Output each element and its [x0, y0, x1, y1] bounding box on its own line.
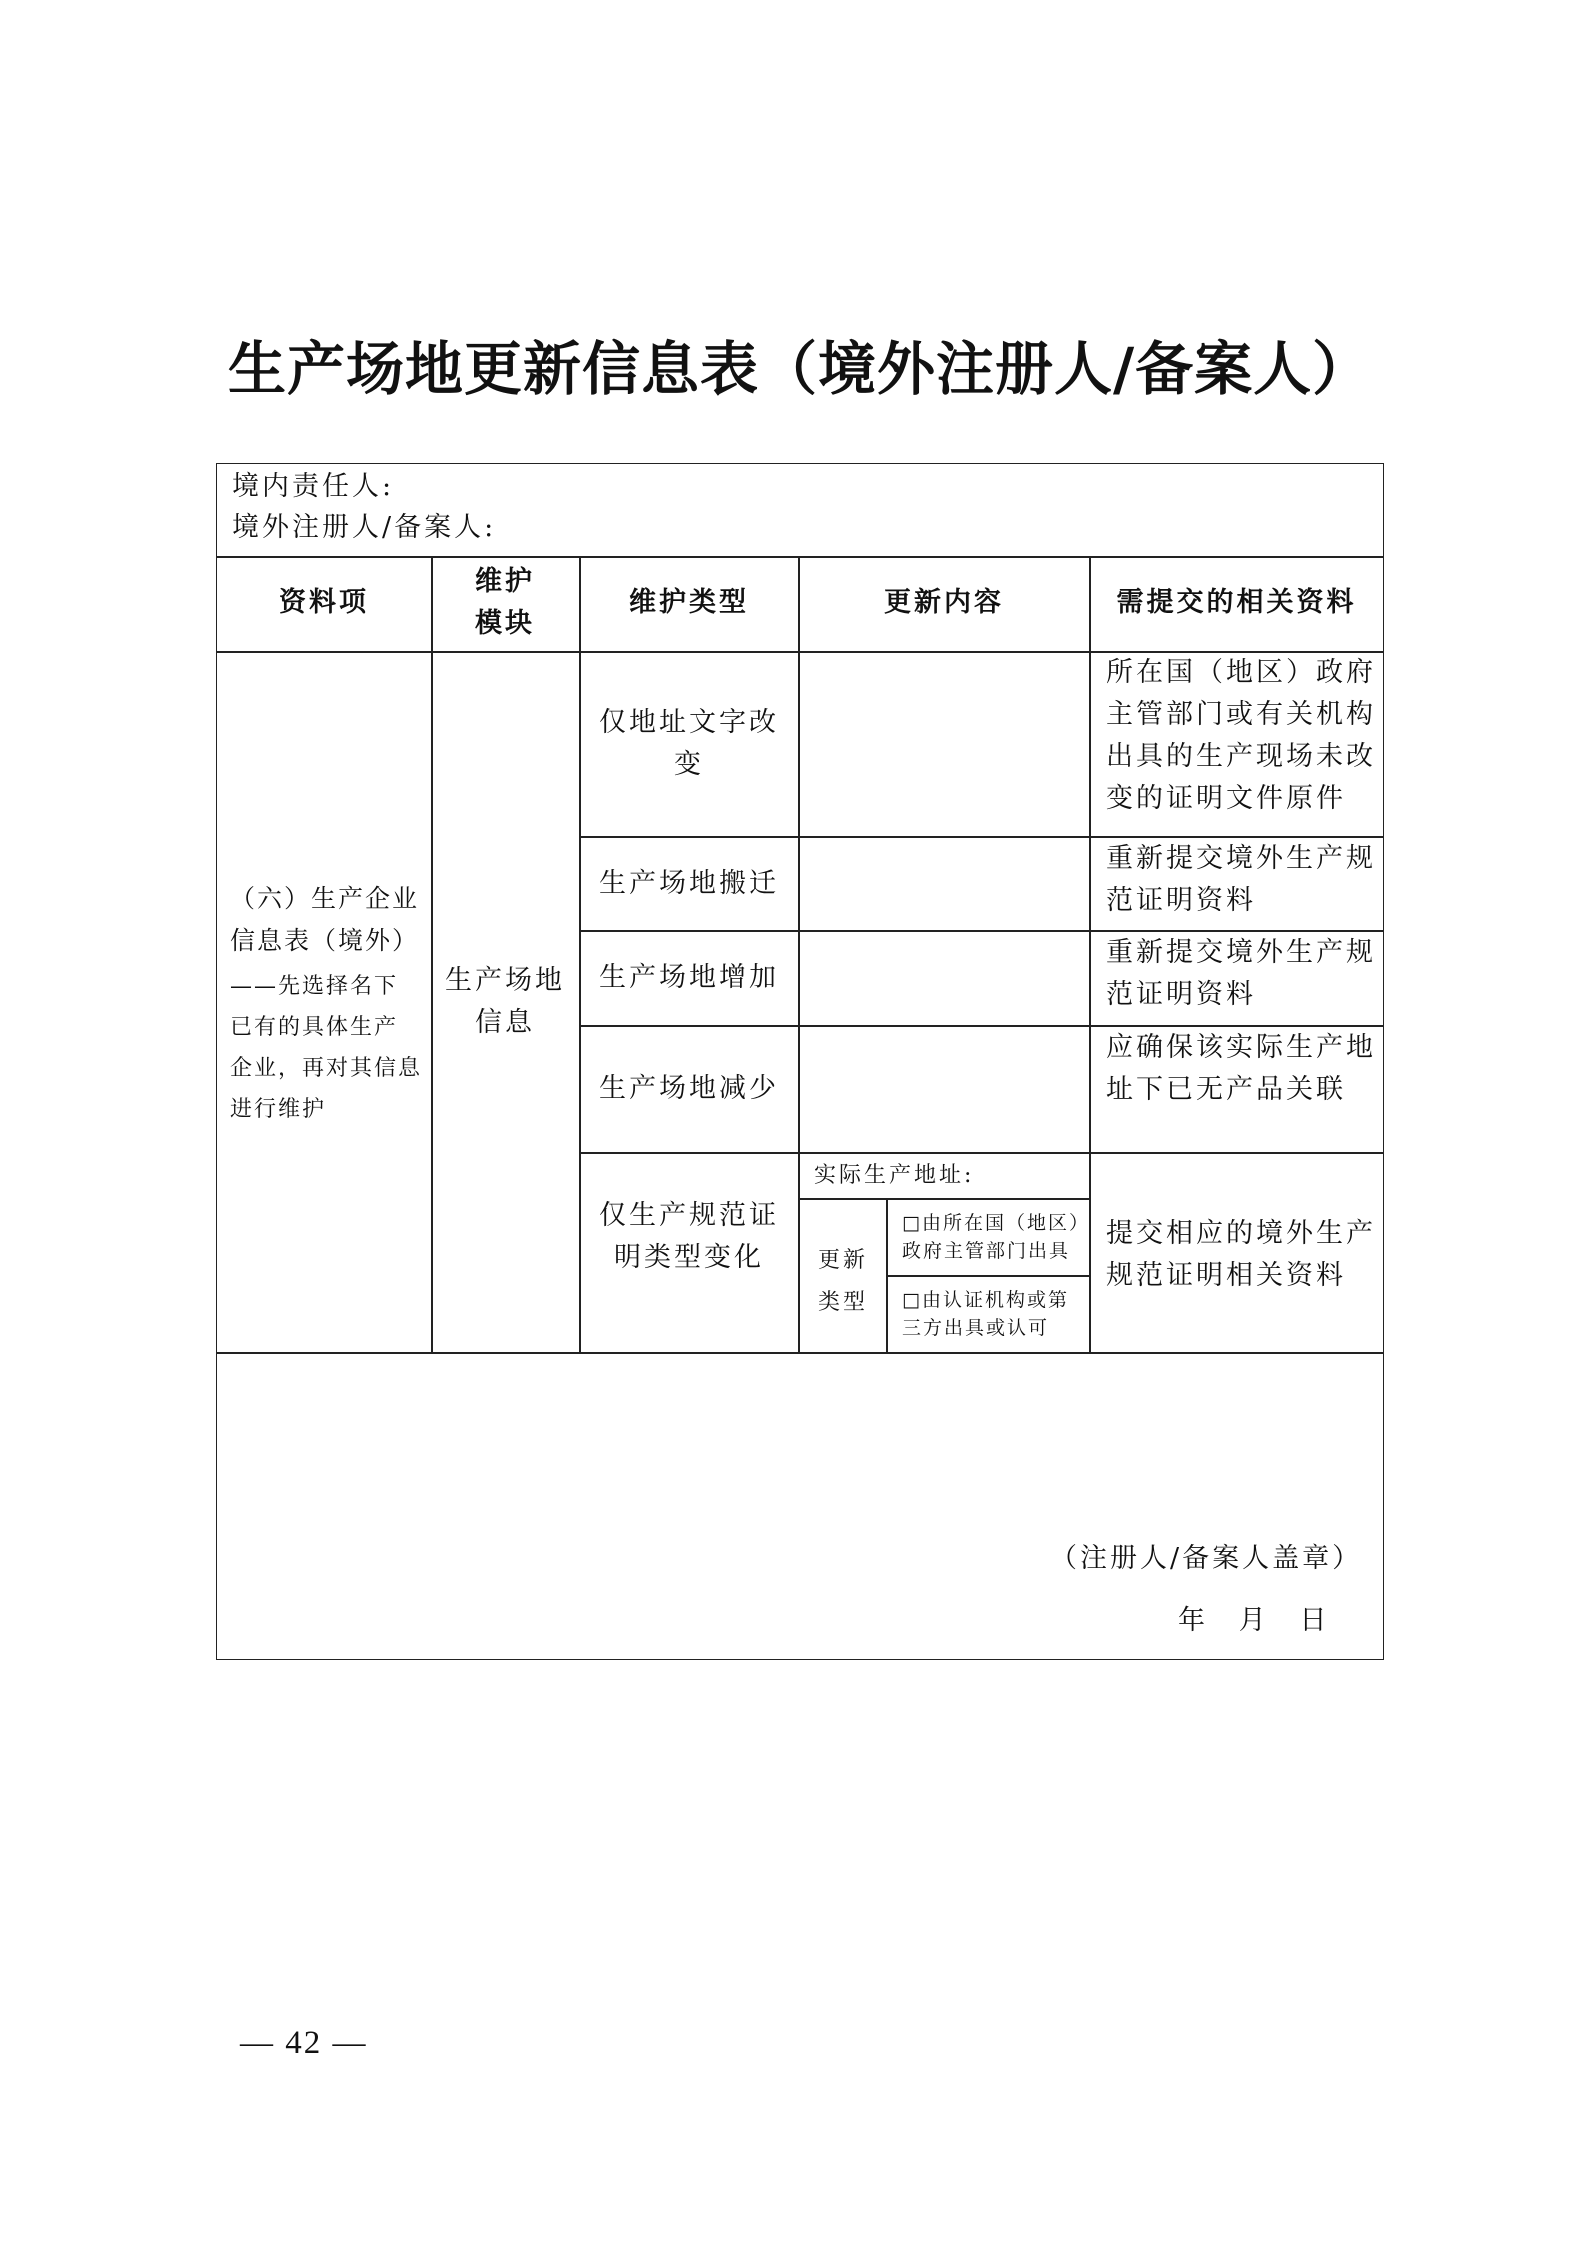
required-addition: 重新提交境外生产规 范证明资料 [1106, 937, 1376, 1010]
required-reduction: 应确保该实际生产地 址下已无产品关联 [1106, 1032, 1376, 1105]
required-address-text: 所在国（地区）政府 主管部门或有关机构 出具的生产现场未改 变的证明文件原件 [1106, 657, 1376, 814]
page-title: 生产场地更新信息表（境外注册人/备案人） [228, 335, 1372, 403]
column-header-type: 维护类型 [629, 587, 749, 618]
type-relocation: 生产场地搬迁 [599, 868, 779, 899]
column-header-module: 维护 模块 [475, 566, 535, 639]
rule-option-divider [887, 1275, 1090, 1277]
item-name: （六）生产企业 信息表（境外） [230, 884, 420, 955]
column-header-content: 更新内容 [884, 587, 1004, 618]
date-label: 年 月 日 [1178, 1605, 1329, 1636]
page-number: — 42 — [240, 2025, 368, 2061]
rule-header-bottom [216, 556, 1384, 558]
type-reduction: 生产场地减少 [599, 1073, 779, 1104]
seal-label: （注册人/备案人盖章） [1050, 1543, 1363, 1574]
type-cert-change: 仅生产规范证 明类型变化 [599, 1200, 779, 1273]
domestic-agent-label: 境内责任人: [232, 471, 395, 502]
option-government-issued[interactable]: □由所在国（地区） 政府主管部门出具 [902, 1212, 1090, 1262]
type-addition: 生产场地增加 [599, 962, 779, 993]
rule-table-bottom [216, 1352, 1384, 1354]
actual-address-label: 实际生产地址: [814, 1163, 975, 1188]
rule-col1 [431, 556, 433, 1353]
update-type-label: 更新 类型 [817, 1248, 868, 1315]
option-third-party-issued[interactable]: □由认证机构或第 三方出具或认可 [902, 1289, 1069, 1339]
item-note: ——先选择名下 已有的具体生产 企业，再对其信息 进行维护 [230, 974, 423, 1122]
required-cert-change: 提交相应的境外生产 规范证明相关资料 [1106, 1218, 1376, 1291]
registrant-label: 境外注册人/备案人: [232, 512, 497, 543]
type-address-text: 仅地址文字改 变 [599, 707, 779, 780]
column-header-required: 需提交的相关资料 [1116, 587, 1357, 618]
rule-row4-bottom [580, 1152, 1384, 1154]
rule-address-bottom [799, 1198, 1090, 1200]
module-name: 生产场地 信息 [445, 965, 565, 1038]
required-relocation: 重新提交境外生产规 范证明资料 [1106, 843, 1376, 916]
column-header-item: 资料项 [279, 587, 369, 618]
